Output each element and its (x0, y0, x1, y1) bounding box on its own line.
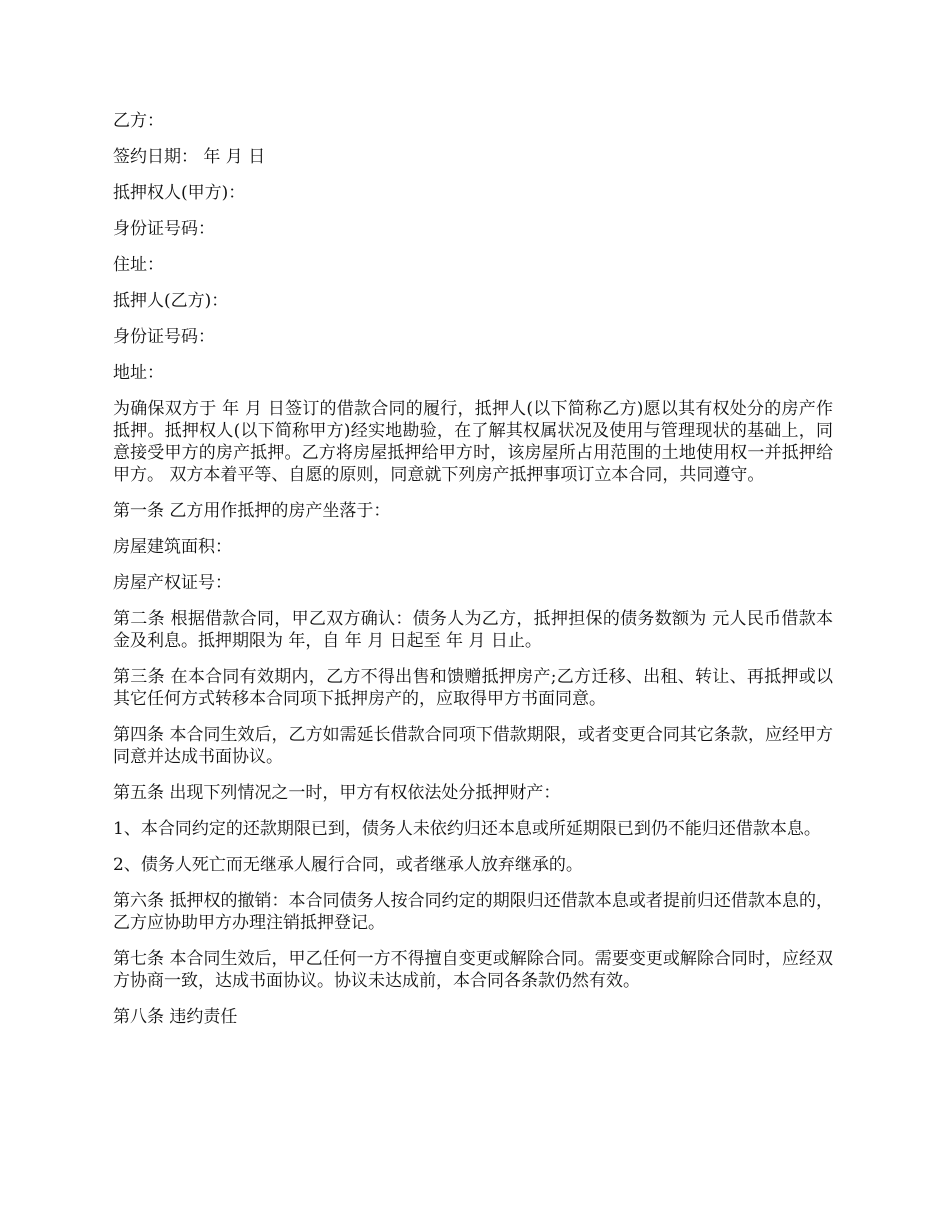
signing-date-line: 签约日期： 年 月 日 (113, 147, 266, 167)
article-4: 第四条 本合同生效后，乙方如需延长借款合同项下借款期限，或者变更合同其它条款，应经甲方同意并达成书面协议。 (113, 725, 833, 767)
document-body (113, 110, 833, 1042)
article-8-heading: 第八条 违约责任 (113, 1007, 238, 1027)
building-area-line: 房屋建筑面积： (113, 537, 232, 557)
preamble-paragraph: 为确保双方于 年 月 日签订的借款合同的履行，抵押人(以下简称乙方)愿以其有权处分的房产作抵押。抵押权人(以下简称甲方)经实地勘验，在了解其权属状况及使用与管理现状的基础上，同意接受甲方的房产抵押。乙方将房屋抵押给甲方时，该房屋所占用范围的土地使用权一并抵押给甲方。 双方本着平等、自愿的原则，同意就下列房产抵押事项订立本合同，共同遵守。 (113, 399, 833, 485)
article-1: 第一条 乙方用作抵押的房产坐落于： (113, 501, 391, 521)
article-2: 第二条 根据借款合同，甲乙双方确认：债务人为乙方，抵押担保的债务数额为 元人民币借款本金及利息。抵押期限为 年，自 年 月 日起至 年 月 日止。 (113, 609, 833, 651)
property-certificate-line: 房屋产权证号： (113, 573, 232, 593)
article-5-item-1: 1、本合同约定的还款期限已到，债务人未依约归还本息或所延期限已到仍不能归还借款本息。 (113, 819, 821, 839)
article-7: 第七条 本合同生效后，甲乙任何一方不得擅自变更或解除合同。需要变更或解除合同时，应经双方协商一致，达成书面协议。协议未达成前，本合同各条款仍然有效。 (113, 949, 833, 991)
mortgagee-line: 抵押权人(甲方)： (113, 183, 246, 203)
article-6: 第六条 抵押权的撤销：本合同债务人按合同约定的期限归还借款本息或者提前归还借款本息的，乙方应协助甲方办理注销抵押登记。 (113, 891, 833, 933)
mortgagor-id-line: 身份证号码： (113, 327, 215, 347)
article-3: 第三条 在本合同有效期内，乙方不得出售和馈赠抵押房产;乙方迁移、出租、转让、再抵押或以其它任何方式转移本合同项下抵押房产的，应取得甲方书面同意。 (113, 667, 833, 709)
mortgagee-address-line: 住址： (113, 255, 164, 275)
mortgagee-id-line: 身份证号码： (113, 219, 215, 239)
party-b-line: 乙方： (113, 111, 164, 131)
mortgagor-address-line: 地址： (113, 363, 164, 383)
article-5: 第五条 出现下列情况之一时，甲方有权依法处分抵押财产： (113, 783, 561, 803)
article-5-item-2: 2、债务人死亡而无继承人履行合同，或者继承人放弃继承的。 (113, 855, 583, 875)
mortgagor-line: 抵押人(乙方)： (113, 291, 229, 311)
